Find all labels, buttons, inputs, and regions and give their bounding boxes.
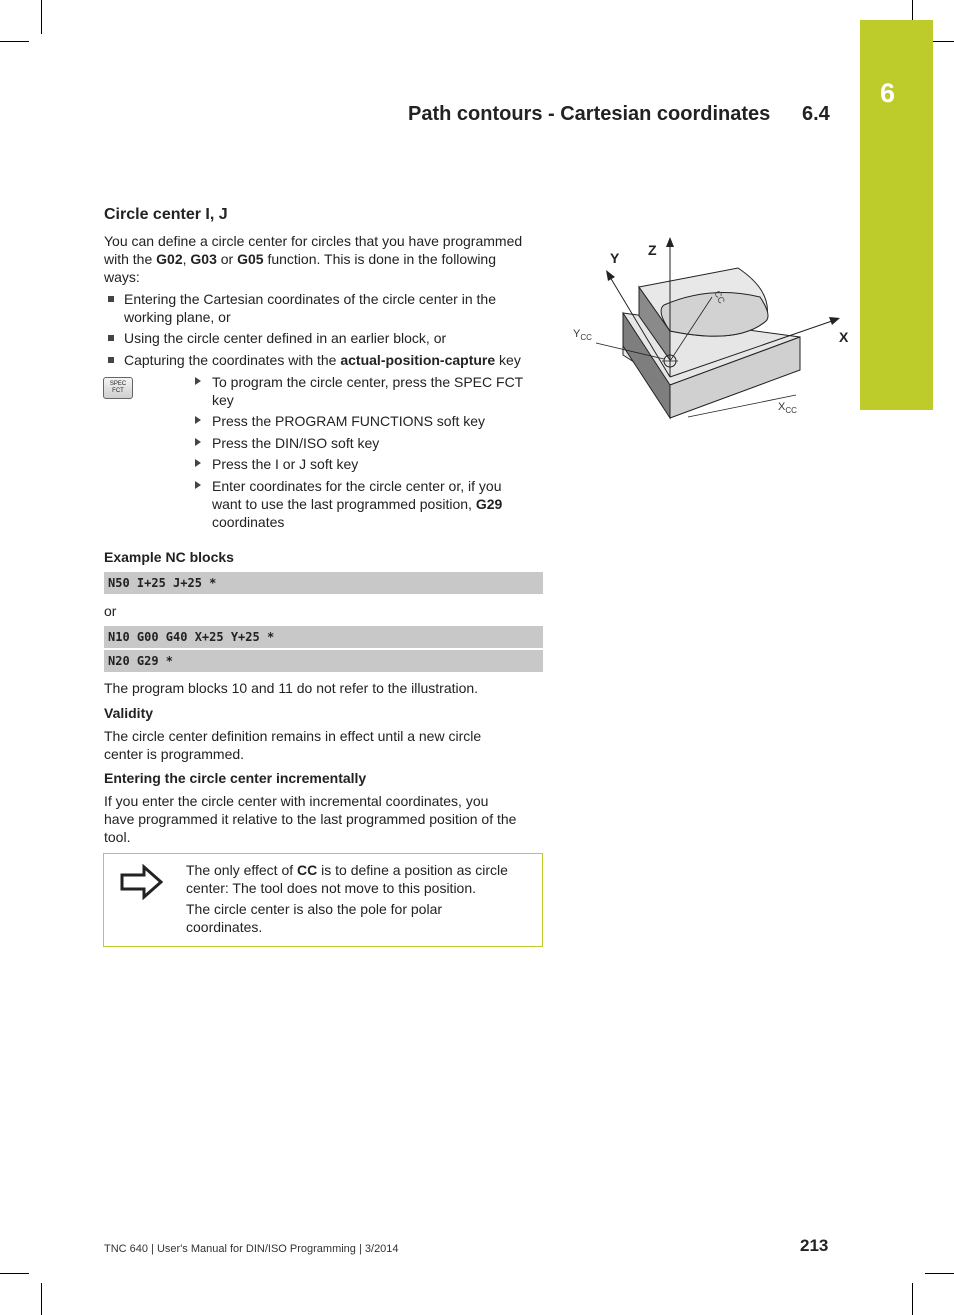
step-line (212, 495, 542, 513)
step-line-text: want to use the last programmed position, (212, 496, 476, 512)
key-label: FCT (112, 388, 124, 394)
incremental-title: Entering the circle center incrementally (104, 770, 367, 786)
step-text: Press the DIN/ISO soft key (212, 435, 380, 451)
step-item (193, 412, 543, 430)
paragraph-line: have programmed it relative to the last programmed position of the (104, 811, 517, 827)
bullet-item (104, 351, 544, 369)
bullet-text (124, 351, 544, 369)
running-header-section: 6.4 (802, 103, 830, 125)
validity-paragraph (104, 727, 544, 763)
bullet-line: key (495, 352, 521, 368)
example-title: Example NC blocks (104, 549, 234, 565)
y-axis-arrowhead (606, 270, 615, 281)
step-text: Press the I or J soft key (212, 456, 359, 472)
chapter-tab (860, 20, 933, 410)
section-title: Circle center I, J (104, 206, 228, 223)
paragraph-line: tool. (104, 829, 131, 845)
crop-mark (912, 1283, 913, 1315)
or-text: or (104, 603, 117, 619)
bullet-square (108, 296, 114, 302)
bullet-item (104, 329, 544, 347)
step-item (193, 477, 543, 531)
note-line-text: is to define a position as circle (317, 862, 508, 878)
intro-text: or (216, 251, 238, 267)
crop-mark (41, 0, 42, 34)
step-arrow-icon (195, 481, 201, 489)
incremental-paragraph (104, 792, 544, 846)
step-line: key (212, 392, 234, 408)
key-label: SPEC (109, 381, 127, 387)
arrow-right-icon (120, 864, 164, 900)
note-line: The circle center is also the pole for polar (186, 901, 443, 917)
step-arrow-icon (195, 438, 201, 446)
bullet-text (124, 290, 544, 326)
note-box (103, 853, 543, 947)
note-text (186, 861, 536, 936)
bullet-line: working plane, or (124, 309, 231, 325)
bullet-text: Using the circle center defined in an earlier block, or (124, 330, 447, 346)
code-text: N10 G00 G40 X+25 Y+25 * (108, 630, 275, 644)
validity-title: Validity (104, 705, 154, 721)
after-code-text: The program blocks 10 and 11 do not refer to the illustration. (104, 680, 479, 696)
intro-line (104, 250, 544, 268)
step-line: coordinates (212, 514, 285, 530)
crop-mark (925, 1273, 954, 1274)
code-g05: G05 (237, 251, 264, 267)
paragraph-line: If you enter the circle center with incremental coordinates, you (104, 793, 489, 809)
ycc-label: $Y_{CC}$ (573, 328, 592, 342)
running-header-title: Path contours - Cartesian coordinates (408, 103, 771, 125)
code-block (104, 650, 543, 672)
crop-mark (41, 1283, 42, 1315)
intro-paragraph (104, 232, 544, 286)
code-text: N20 G29 * (108, 654, 174, 668)
y-axis-label: Y (610, 250, 620, 266)
x-axis-arrowhead (829, 317, 840, 325)
bullet-line: Capturing the coordinates with the (124, 352, 341, 368)
intro-text: , (182, 251, 191, 267)
paragraph-line: center is programmed. (104, 746, 245, 762)
xcc-label: $X_{CC}$ (778, 401, 797, 415)
step-arrow-icon (195, 416, 201, 424)
bullet-item (104, 290, 544, 326)
intro-line: ways: (104, 269, 140, 285)
note-line: center: The tool does not move to this position. (186, 880, 477, 896)
intro-text: function. This is done in the following (263, 251, 496, 267)
code-block (104, 572, 543, 594)
code-g02: G02 (156, 251, 183, 267)
note-line-text: The only effect of (186, 862, 298, 878)
step-item (193, 373, 543, 409)
step-arrow-icon (195, 377, 201, 385)
step-text: Press the PROGRAM FUNCTIONS soft key (212, 413, 486, 429)
code-cc: CC (297, 862, 318, 878)
spec-fct-key-icon (103, 377, 133, 399)
key-name: actual-position-capture (340, 352, 496, 368)
code-g29: G29 (475, 496, 503, 512)
note-line (186, 861, 536, 879)
bullet-line: Entering the Cartesian coordinates of the circle center in the (124, 291, 496, 307)
page-number: 213 (800, 1236, 829, 1255)
cc-label: CC (712, 289, 727, 306)
x-axis-label: X (839, 329, 849, 345)
step-line: To program the circle center, press the SPEC FCT (212, 374, 524, 390)
code-block (104, 626, 543, 648)
step-text (212, 373, 542, 409)
crop-mark (912, 0, 913, 22)
paragraph-line: The circle center definition remains in effect until a new circle (104, 728, 482, 744)
code-text: N50 I+25 J+25 * (108, 576, 217, 590)
z-axis-arrowhead (666, 237, 674, 247)
chapter-number: 6 (880, 78, 896, 108)
note-line: coordinates. (186, 919, 263, 935)
circle-center-figure (560, 225, 860, 435)
intro-text: with the (104, 251, 157, 267)
step-arrow-icon (195, 459, 201, 467)
footer-text: TNC 640 | User's Manual for DIN/ISO Programming | 3/2014 (104, 1243, 399, 1255)
bullet-square (108, 335, 114, 341)
step-text (212, 477, 542, 531)
crop-mark (0, 1273, 29, 1274)
crop-mark (0, 41, 29, 42)
step-item (193, 455, 543, 473)
intro-line: You can define a circle center for circles that you have programmed (104, 233, 523, 249)
bullet-square (108, 357, 114, 363)
step-line: Enter coordinates for the circle center or, if you (212, 478, 502, 494)
step-item (193, 434, 543, 452)
code-g03: G03 (190, 251, 217, 267)
z-axis-label: Z (648, 242, 657, 258)
